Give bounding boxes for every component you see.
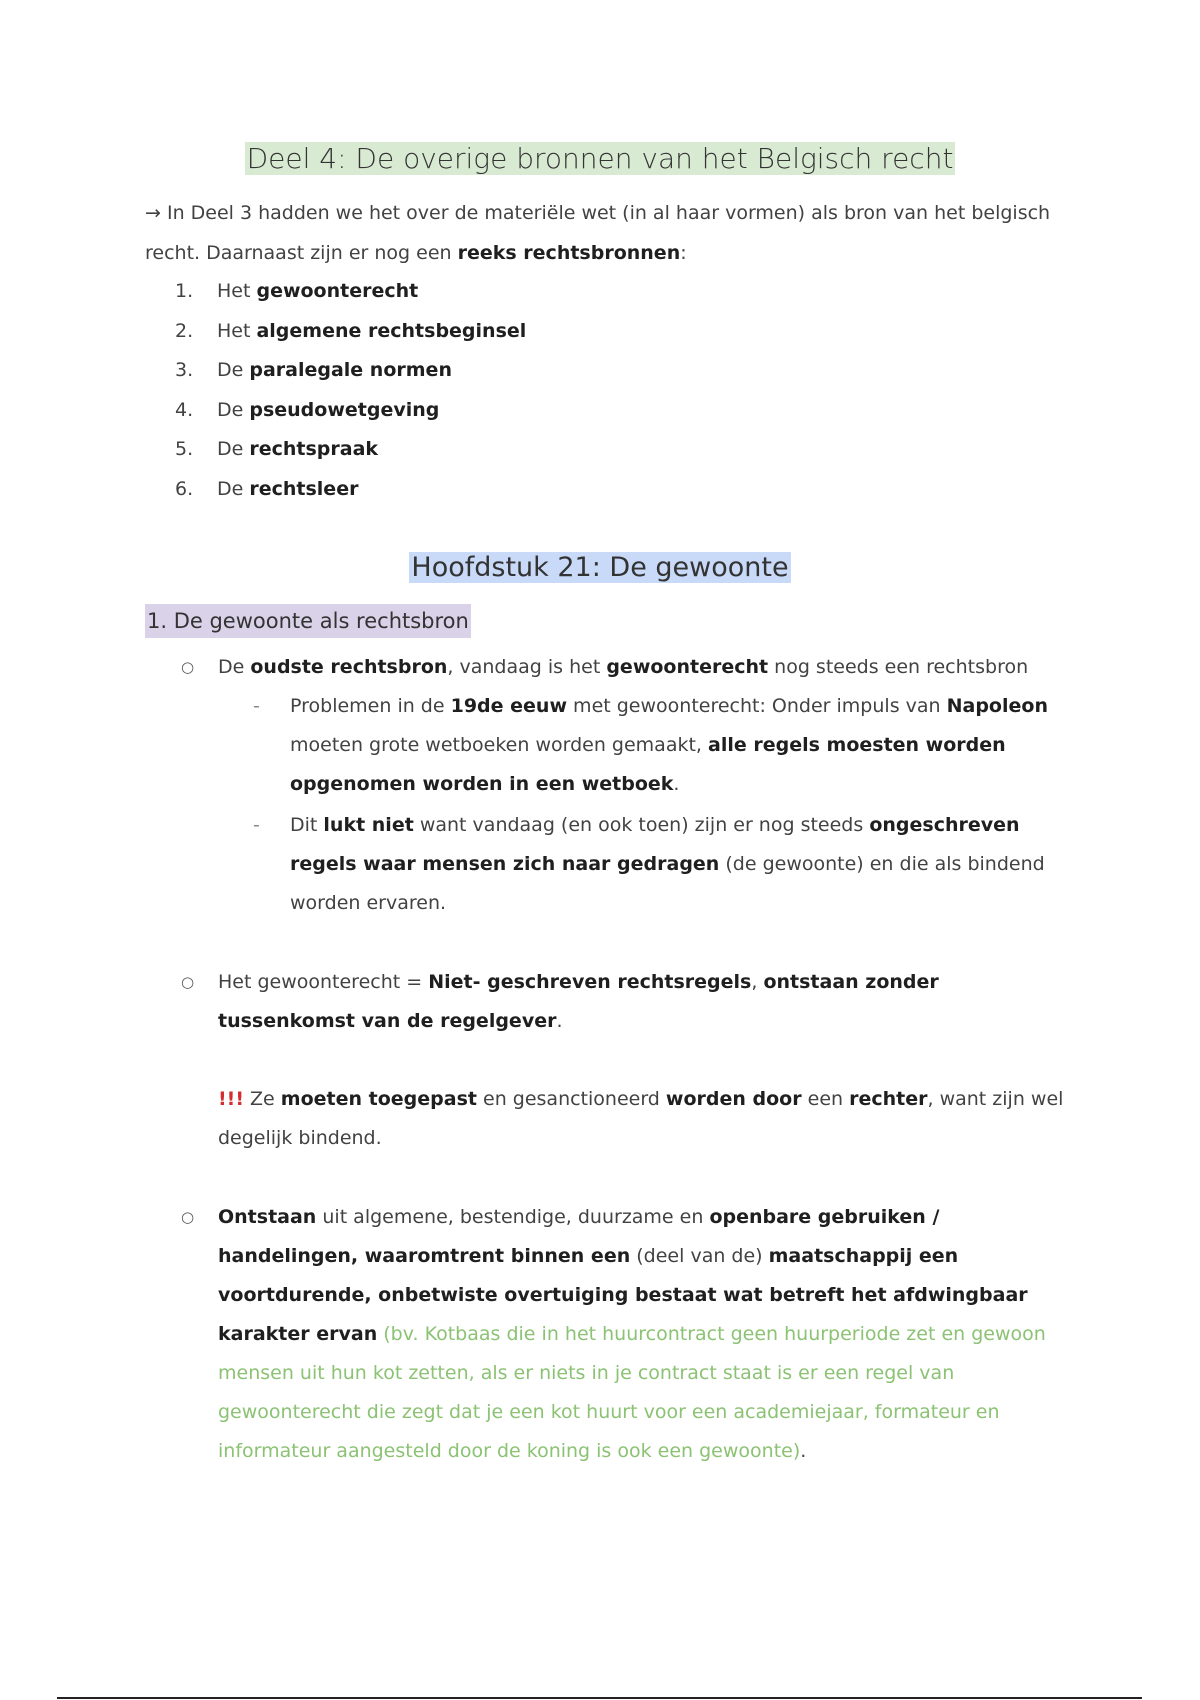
list-item: 3. De paralegale normen bbox=[175, 359, 452, 381]
bottom-divider bbox=[57, 1697, 1142, 1699]
list-item: 5. De rechtspraak bbox=[175, 438, 379, 460]
list-item: 6. De rechtsleer bbox=[175, 477, 359, 500]
intro-paragraph: → In Deel 3 hadden we het over de materiële wet (in al haar vormen) als bron van het belgisch recht. Daarnaast zijn er nog een reeks rechtsbronnen: bbox=[145, 202, 1051, 264]
dash-bullet-icon: - bbox=[253, 814, 260, 836]
part-title: Deel 4: De overige bronnen van het Belgisch recht bbox=[246, 142, 954, 175]
list-item: 1. Het gewoonterecht bbox=[175, 280, 419, 302]
document-page: Deel 4: De overige bronnen van het Belgisch recht → In Deel 3 hadden we het over de materiële wet (in al haar vormen) als bron van het belgisch recht. Daarnaast zijn er nog een reeks rechtsbronnen: 1. Het gewoonterecht 2. Het algemene rechtsbeginsel 3. De paralegale normen 4. De pseudowetgeving 5. De rechtspraak 6. De rechtsleer Hoofdstuk 21: De gewoonte 1. De gewoonte als rechtsbron ○ De oudste rechtsbron, vandaag is het gewoonterecht nog steeds een rechtsbron - Problemen in de 19de eeuw met gewoonterecht: Onder impuls van Napoleon moeten grote wetboeken worden gemaakt, alle regels moesten worden opgenomen worden in een wetboek. - Dit lukt niet want vandaag (en ook toen) zijn er nog steeds ongeschreven regels waar mensen zich naar gedragen (de gewoonte) en die als bindend worden ervaren. ○ Het gewoonterecht = Niet- geschreven rechtsregels, ontstaan zonder tussenkomst van de regelgever. !!! Ze moeten toegepast en gesanctioneerd worden door een rechter, want zijn wel degelijk bindend. ○ Ontstaan uit algemene, bestendige, duurzame en openbare gebruiken / handelingen, waaromtrent binnen een (deel van de) maatschappij een voortdurende, onbetwiste overtuiging bestaat wat betreft het afdwingbaar karakter ervan (bv. Kotbaas die in het huurcontract geen huurperiode zet en gewoon mensen uit hun kot zetten, als er niets in je contract staat is er een regel van gewoonterecht die zegt dat je een kot huurt voor een academiejaar, formateur en informateur aangesteld door de koning is ook een gewoonte). bbox=[0, 0, 1200, 1700]
section-heading: 1. De gewoonte als rechtsbron bbox=[145, 604, 471, 638]
example-text: (bv. Kotbaas die in het huurcontract geen huurperiode zet en gewoon mensen uit hun kot zetten, als er niets in je contract staat is er een regel van gewoonterecht die zegt dat je een kot huurt voor een academiejaar, formateur en informateur aangesteld door de koning is ook een gewoonte) bbox=[218, 1323, 1046, 1462]
sources-list bbox=[175, 272, 526, 509]
chapter-title: Hoofdstuk 21: De gewoonte bbox=[411, 552, 789, 583]
circle-bullet-icon: ○ bbox=[181, 658, 195, 676]
arrow-icon: → bbox=[145, 202, 161, 224]
part-title-container bbox=[0, 142, 1200, 175]
list-item: 4. De pseudowetgeving bbox=[175, 398, 440, 421]
warning-icon: !!! bbox=[218, 1088, 244, 1110]
list-item: 2. Het algemene rechtsbeginsel bbox=[175, 319, 527, 342]
circle-bullet-icon: ○ bbox=[181, 973, 195, 991]
dash-bullet-icon: - bbox=[253, 695, 260, 717]
circle-bullet-icon: ○ bbox=[181, 1208, 195, 1226]
chapter-title-container bbox=[0, 552, 1200, 583]
